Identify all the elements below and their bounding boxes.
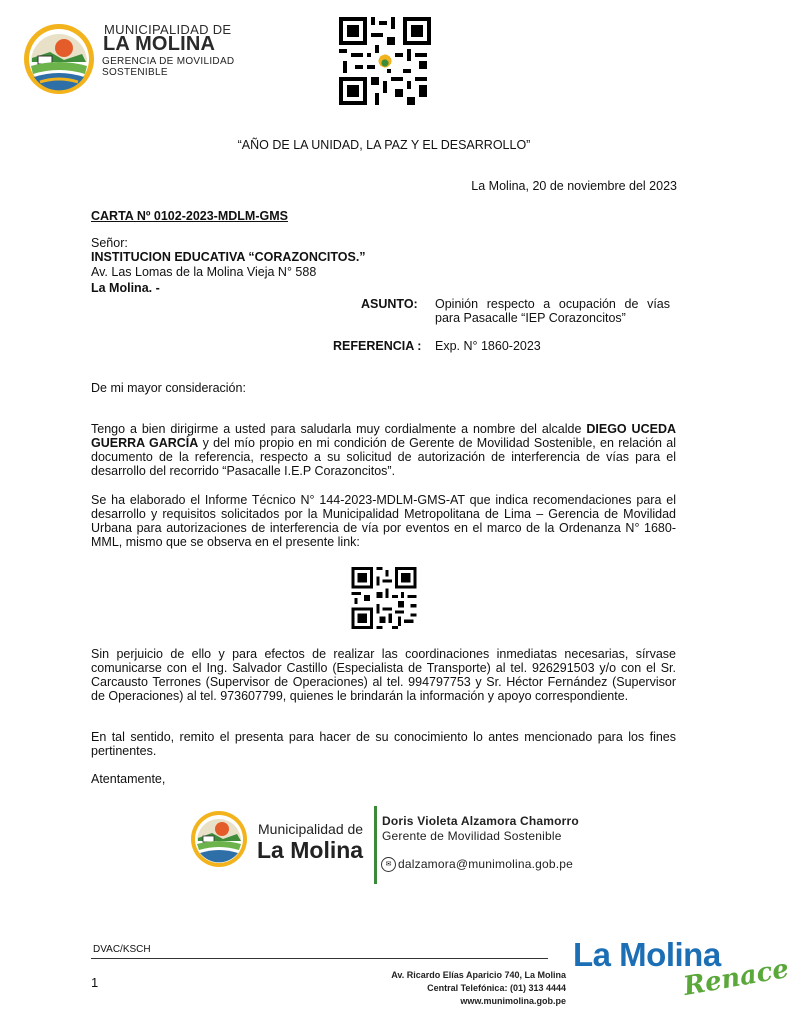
footer-web[interactable]: www.munimolina.gob.pe	[460, 996, 566, 1006]
letter-code: CARTA Nº 0102-2023-MDLM-GMS	[91, 209, 288, 223]
asunto-label: ASUNTO:	[361, 297, 418, 311]
qr-code-top	[339, 17, 431, 105]
referencia-label: REFERENCIA :	[333, 339, 422, 353]
closing: Atentamente,	[91, 772, 166, 786]
signer-email[interactable]: dalzamora@munimolina.gob.pe	[398, 857, 574, 871]
footer-tagline: Renace	[681, 954, 791, 1002]
qr-code-link[interactable]	[351, 567, 417, 629]
recipient-city: La Molina. -	[91, 281, 160, 295]
header-line4: SOSTENIBLE	[102, 67, 168, 78]
letter-date: La Molina, 20 de noviembre del 2023	[471, 179, 677, 193]
footer-divider	[91, 958, 548, 959]
signature-divider	[374, 806, 377, 884]
asunto-value: Opinión respecto a ocupación de vías para Pasacalle “IEP Corazoncitos”	[435, 297, 670, 325]
header-line1: MUNICIPALIDAD DE	[104, 22, 232, 37]
para1-text-end: y del mío propio en mi condición de Gerente de Movilidad Sostenible, en relación al documento de la referencia, respecto a su solicitud de autorización de interferencia de vías para el desarrollo del recorrido “Pasacalle I.E.P Corazoncitos”.	[91, 436, 677, 478]
header-line3: GERENCIA DE MOVILIDAD	[102, 56, 235, 67]
signature-muni-text: Municipalidad de	[258, 821, 364, 837]
footer-phone: Central Telefónica: (01) 313 4444	[427, 983, 566, 993]
footer-initials: DVAC/KSCH	[93, 944, 151, 955]
footer-address: Av. Ricardo Elías Aparicio 740, La Molina	[391, 970, 566, 980]
page-number: 1	[91, 975, 99, 990]
footer-brand: La Molina	[573, 936, 721, 973]
body-paragraph-4: En tal sentido, remito el presenta para hacer de su conocimiento lo antes mencionado para los fines pertinentes.	[91, 730, 676, 758]
header-line2: LA MOLINA	[103, 33, 216, 55]
email-icon: ✉	[381, 857, 396, 872]
recipient-name: INSTITUCION EDUCATIVA “CORAZONCITOS.”	[91, 250, 366, 264]
para1-text: Tengo a bien dirigirme a usted para saludarla muy cordialmente a nombre del alcalde	[91, 422, 587, 436]
recipient-salutation: Señor:	[91, 236, 128, 250]
signer-role: Gerente de Movilidad Sostenible	[382, 829, 562, 843]
body-paragraph-3: Sin perjuicio de ello y para efectos de realizar las coordinaciones inmediatas necesarias, sírvase comunicarse con el Ing. Salvador Castillo (Especialista de Transporte) al tel. 926291503 y/o con el Sr. Carcausto Terrones (Supervisor de Operaciones) al tel. 994797753 y Sr. Héctor Fernández (Supervisor de Operaciones) al tel. 973607799, quienes le brindarán la información y apoyo correspondiente.	[91, 647, 676, 703]
recipient-address: Av. Las Lomas de la Molina Vieja N° 588	[91, 265, 317, 279]
signer-name: Doris Violeta Alzamora Chamorro	[382, 814, 579, 828]
greeting: De mi mayor consideración:	[91, 381, 246, 395]
body-paragraph-1	[91, 422, 676, 478]
referencia-value: Exp. N° 1860-2023	[435, 339, 541, 353]
body-paragraph-2: Se ha elaborado el Informe Técnico N° 144-2023-MDLM-GMS-AT que indica recomendaciones para el desarrollo y requisitos solicitados por la Municipalidad Metropolitana de Lima – Gerencia de Movilidad Urbana para autorizaciones de interferencia de vía por eventos en el marco de la Ordenanza N° 1680-MML, mismo que se observa en el presente link:	[91, 493, 676, 549]
mayor-name: DIEGO UCEDA GUERRA GARCÍA	[91, 422, 676, 450]
municipality-logo	[22, 22, 96, 96]
year-motto: “AÑO DE LA UNIDAD, LA PAZ Y EL DESARROLLO”	[237, 138, 531, 152]
signature-lamolina-text: La Molina	[257, 837, 364, 863]
signature-logo	[190, 808, 248, 870]
